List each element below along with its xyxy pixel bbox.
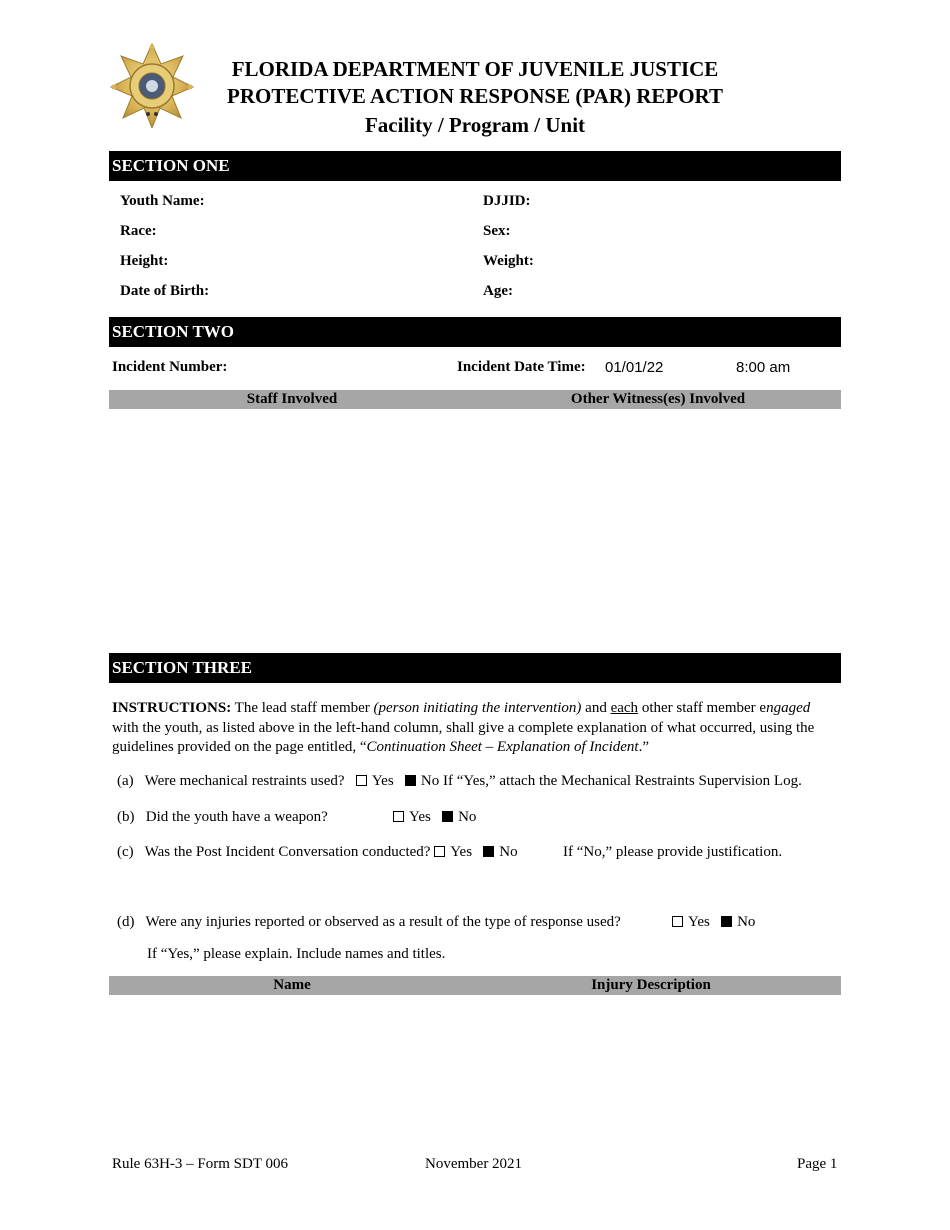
question-text: Did the youth have a weapon?	[145, 809, 328, 825]
no-label: No	[499, 844, 518, 860]
instructions-paragraph	[112, 699, 837, 758]
incident-time-field[interactable]: 8:00 am	[736, 359, 791, 376]
question-marker: (d)	[117, 914, 135, 930]
instructions-italic: Continuation Sheet – Explanation of Incident	[366, 739, 639, 755]
instructions-underline: each	[610, 700, 639, 716]
question-marker: (a)	[117, 773, 134, 789]
no-label: No	[458, 809, 477, 825]
header-agency-title: FLORIDA DEPARTMENT OF JUVENILE JUSTICE	[231, 57, 719, 81]
incident-date-field[interactable]: 01/01/22	[605, 359, 664, 376]
question-marker: (c)	[117, 844, 134, 860]
question-b-options	[393, 809, 476, 826]
dob-label: Date of Birth:	[120, 283, 210, 299]
checkbox-b-yes[interactable]	[393, 811, 404, 822]
checkbox-a-no[interactable]	[405, 775, 416, 786]
staff-involved-header: Staff Involved	[246, 391, 338, 407]
question-c-note: If “No,” please provide justification.	[563, 844, 783, 860]
youth-name-label: Youth Name:	[120, 193, 205, 209]
header-facility-title: Facility / Program / Unit	[364, 113, 586, 137]
question-d-note: If “Yes,” please explain. Include names and titles.	[147, 946, 446, 962]
incident-number-label: Incident Number:	[112, 359, 228, 375]
question-text: Was the Post Incident Conversation conducted?	[144, 844, 431, 860]
no-label: No	[737, 914, 756, 930]
weight-label: Weight:	[483, 253, 534, 269]
sex-label: Sex:	[483, 223, 511, 239]
height-label: Height:	[120, 253, 169, 269]
instructions-italic: (person initiating the intervention)	[373, 700, 582, 716]
section-two-header: SECTION TWO	[109, 317, 841, 347]
yes-label: Yes	[371, 773, 394, 789]
race-label: Race:	[120, 223, 157, 239]
section-one-header: SECTION ONE	[109, 151, 841, 181]
question-d	[117, 914, 621, 931]
yes-label: Yes	[409, 809, 431, 825]
injury-table-header	[109, 976, 841, 995]
incident-datetime-label: Incident Date Time:	[457, 359, 586, 375]
header-report-title: PROTECTIVE ACTION RESPONSE (PAR) REPORT	[227, 84, 723, 108]
checkbox-b-no[interactable]	[442, 811, 453, 822]
instructions-italic: ngaged	[766, 700, 811, 716]
footer-rule: Rule 63H-3 – Form SDT 006	[112, 1156, 288, 1172]
yes-label: Yes	[450, 844, 473, 860]
injury-description-header: Injury Description	[591, 977, 711, 993]
question-note: If “Yes,” attach the Mechanical Restraints Supervision Log.	[443, 773, 802, 789]
age-label: Age:	[483, 283, 513, 299]
question-b	[117, 809, 328, 826]
question-c	[117, 844, 518, 861]
checkbox-d-yes[interactable]	[672, 916, 683, 927]
instructions-lead: INSTRUCTIONS:	[112, 700, 232, 716]
footer-page-number: Page 1	[797, 1156, 838, 1172]
checkbox-a-yes[interactable]	[356, 775, 367, 786]
footer-date: November 2021	[425, 1156, 523, 1172]
name-column-header: Name	[273, 977, 311, 993]
instructions-text: The lead staff member	[231, 700, 374, 716]
question-text: Were mechanical restraints used?	[144, 773, 345, 789]
instructions-text: and	[581, 700, 611, 716]
question-marker: (b)	[117, 809, 135, 825]
djjid-label: DJJID:	[483, 193, 531, 209]
section-three-header: SECTION THREE	[109, 653, 841, 683]
instructions-text: .”	[638, 739, 649, 755]
no-label: No	[420, 773, 440, 789]
question-a	[117, 773, 802, 790]
question-text: Were any injuries reported or observed as a result of the type of response used?	[145, 914, 621, 930]
question-d-options	[672, 914, 755, 931]
witness-involved-header: Other Witness(es) Involved	[570, 391, 746, 407]
instructions-text: with the youth, as listed above in the left-hand column, shall give a complete explanation of what occurred, using the guidelines provided on the page entitled, “	[112, 719, 815, 755]
involved-table-header	[109, 390, 841, 409]
checkbox-d-no[interactable]	[721, 916, 732, 927]
checkbox-c-yes[interactable]	[434, 846, 445, 857]
yes-label: Yes	[688, 914, 710, 930]
instructions-text: other staff member e	[638, 700, 767, 716]
checkbox-c-no[interactable]	[483, 846, 494, 857]
